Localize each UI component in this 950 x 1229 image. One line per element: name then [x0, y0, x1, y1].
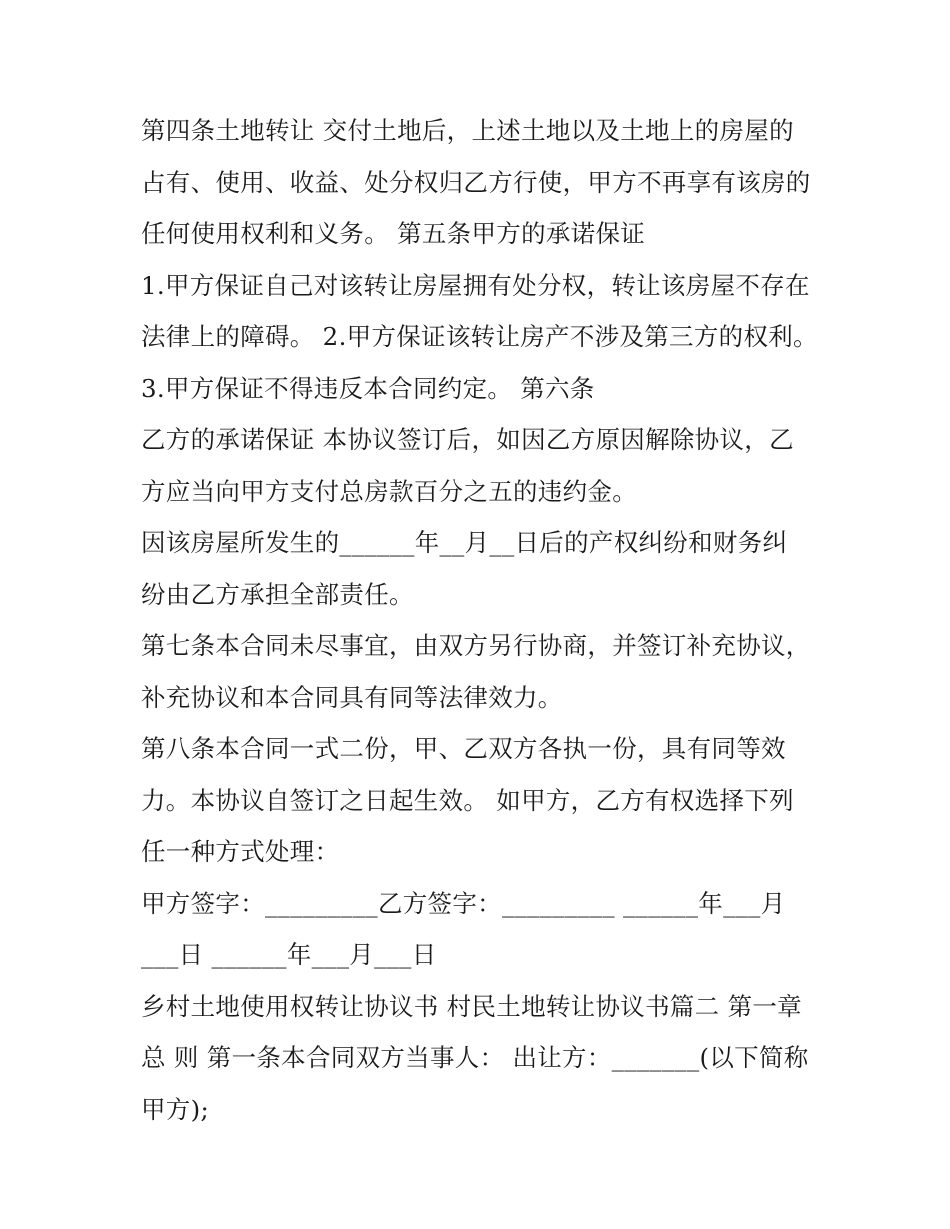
text-line: 任何使用权利和义务。 第五条甲方的承诺保证 [141, 219, 646, 248]
text-line: 因该房屋所发生的______年__月__日后的产权纠纷和财务纠 [141, 528, 788, 557]
text-line: 任一种方式处理： [141, 837, 340, 866]
text-line: 方应当向甲方支付总房款百分之五的违约金。 [141, 476, 637, 506]
text-line: 法律上的障碍。 2.甲方保证该转让房产不涉及第三方的权利。 [141, 322, 818, 351]
text-line: 第七条本合同未尽事宜，由双方另行协商，并签订补充协议， [141, 631, 811, 660]
document-body [141, 105, 821, 1135]
date-line: ___日 ______年___月___日 [141, 940, 437, 969]
signature-line: 甲方签字：_________乙方签字：_________ ______年___月 [141, 888, 786, 918]
text-line: 3.甲方保证不得违反本合同约定。 第六条 [141, 373, 595, 403]
text-line: 第八条本合同一式二份，甲、乙双方各执一份，具有同等效 [141, 734, 786, 763]
text-line: 乡村土地使用权转让协议书 村民土地转让协议书篇二 第一章 [141, 991, 802, 1021]
text-line: 1.甲方保证自己对该转让房屋拥有处分权，转让该房屋不存在 [141, 270, 810, 300]
text-line: 乙方的承诺保证 本协议签订后，如因乙方原因解除协议，乙 [141, 425, 794, 454]
text-line: 力。本协议自签订之日起生效。 如甲方，乙方有权选择下列 [141, 785, 794, 815]
text-line: 总 则 第一条本合同双方当事人： 出让方：_______(以下简称 [141, 1043, 809, 1072]
text-line: 纷由乙方承担全部责任。 [141, 579, 414, 609]
text-line: 甲方); [141, 1094, 210, 1124]
text-line: 第四条土地转让 交付土地后，上述土地以及土地上的房屋的 [141, 116, 794, 145]
text-line: 补充协议和本合同具有同等法律效力。 [141, 682, 563, 712]
text-line: 占有、使用、收益、处分权归乙方行使，甲方不再享有该房的 [141, 167, 811, 197]
